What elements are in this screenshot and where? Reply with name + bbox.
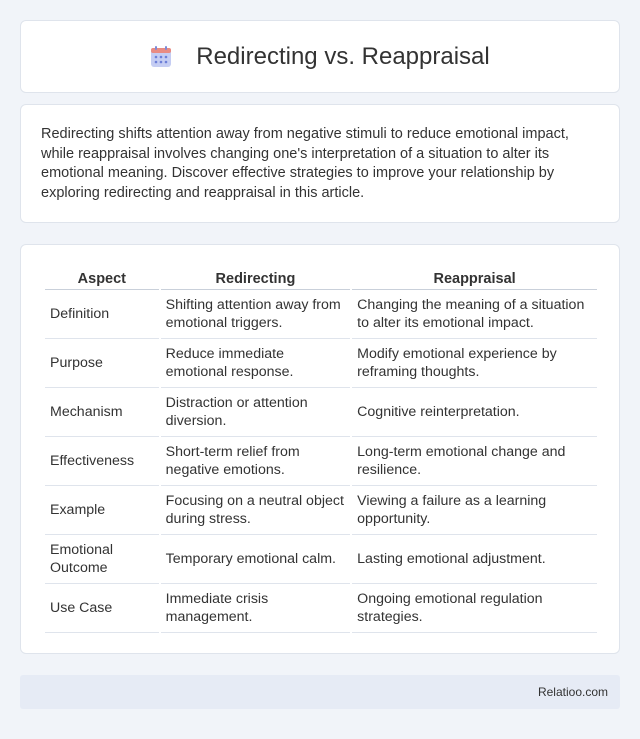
aspect-cell: Mechanism bbox=[45, 388, 159, 437]
aspect-cell: Example bbox=[45, 486, 159, 535]
table-row bbox=[45, 486, 597, 535]
table-row bbox=[45, 290, 597, 339]
intro-card bbox=[20, 104, 620, 223]
redirecting-cell: Reduce immediate emotional response. bbox=[161, 339, 351, 388]
comparison-table bbox=[43, 265, 599, 633]
redirecting-cell: Focusing on a neutral object during stress. bbox=[161, 486, 351, 535]
redirecting-cell: Shifting attention away from emotional triggers. bbox=[161, 290, 351, 339]
table-row bbox=[45, 584, 597, 633]
header-redirecting: Redirecting bbox=[161, 265, 351, 290]
table-header-row bbox=[45, 265, 597, 290]
footer-bar bbox=[20, 675, 620, 709]
header-aspect: Aspect bbox=[45, 265, 159, 290]
table-row bbox=[45, 339, 597, 388]
reappraisal-cell: Cognitive reinterpretation. bbox=[352, 388, 597, 437]
comparison-card bbox=[20, 244, 620, 654]
header-reappraisal: Reappraisal bbox=[352, 265, 597, 290]
reappraisal-cell: Changing the meaning of a situation to alter its emotional impact. bbox=[352, 290, 597, 339]
reappraisal-cell: Modify emotional experience by reframing thoughts. bbox=[352, 339, 597, 388]
redirecting-cell: Temporary emotional calm. bbox=[161, 535, 351, 584]
redirecting-cell: Short-term relief from negative emotions. bbox=[161, 437, 351, 486]
title-card bbox=[20, 20, 620, 93]
aspect-cell: Definition bbox=[45, 290, 159, 339]
aspect-cell: Use Case bbox=[45, 584, 159, 633]
reappraisal-cell: Long-term emotional change and resilience. bbox=[352, 437, 597, 486]
table-row bbox=[45, 388, 597, 437]
footer-brand[interactable]: Relatioo.com bbox=[537, 685, 608, 699]
redirecting-cell: Distraction or attention diversion. bbox=[161, 388, 351, 437]
calendar-grid-icon bbox=[150, 46, 172, 68]
page-title: Redirecting vs. Reappraisal bbox=[196, 42, 490, 70]
aspect-cell: Emotional Outcome bbox=[45, 535, 159, 584]
reappraisal-cell: Lasting emotional adjustment. bbox=[352, 535, 597, 584]
intro-paragraph: Redirecting shifts attention away from negative stimuli to reduce emotional impact, while reappraisal involves changing one's interpretation of a situation to alter its emotional meaning. Discover effective strategies to improve your relationship by exploring redirecting and reappraisal in this article. bbox=[41, 126, 569, 201]
table-row bbox=[45, 535, 597, 584]
aspect-cell: Effectiveness bbox=[45, 437, 159, 486]
reappraisal-cell: Ongoing emotional regulation strategies. bbox=[352, 584, 597, 633]
reappraisal-cell: Viewing a failure as a learning opportunity. bbox=[352, 486, 597, 535]
redirecting-cell: Immediate crisis management. bbox=[161, 584, 351, 633]
table-row bbox=[45, 437, 597, 486]
aspect-cell: Purpose bbox=[45, 339, 159, 388]
